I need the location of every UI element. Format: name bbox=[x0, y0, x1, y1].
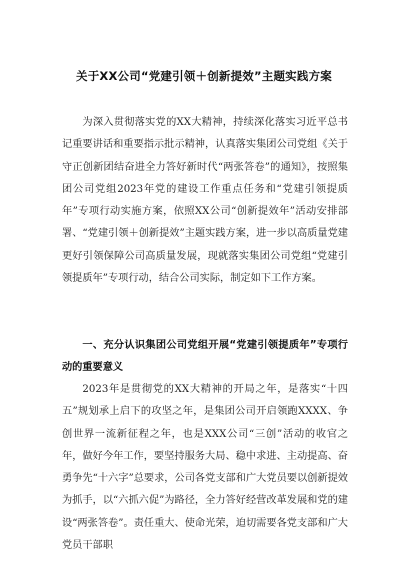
section-heading-1: 一、充分认识集团公司党组开展“党建引领提质年”专项行动的重要意义 bbox=[62, 340, 348, 374]
section-1-paragraph: 2023年是贯彻党的XX大精神的开局之年，是落实“十四五”规划承上启下的攻坚之年，是集团公司开启领跑XXXX、争创世界一流新征程之年，也是XXX公司“三创”活动的收官之年，做好今年工作，要坚持服务大局、稳中求进、主动提高、奋勇争先“十六字”总要求，公司各党支部和广大党员要以创新提效为抓手，以“六抓六促”为路径，全力答好经营改革发展和党的建设“两张答卷”。责任重大、使命光荣，迫切需要各党支部和广大党员干部职 bbox=[62, 384, 348, 552]
document-title: 关于XX公司“党建引领＋创新提效”主题实践方案 bbox=[76, 69, 332, 83]
intro-paragraph: 为深入贯彻落实党的XX大精神，持续深化落实习近平总书记重要讲话和重要指示批示精神，认真落实集团公司党组《关于守正创新团结奋进全力答好新时代“两张答卷”的通知》，按照集团公司党组2023年党的建设工作重点任务和“党建引领提质年”专项行动实施方案，依照XX公司“创新提效年”活动安排部署、“党建引领＋创新提效”主题实践方案，进一步以高质量党建更好引领保障公司高质量发展，现就落实集团公司党组“党建引领提质年”专项行动，结合公司实际，制定如下工作方案。 bbox=[62, 117, 348, 285]
